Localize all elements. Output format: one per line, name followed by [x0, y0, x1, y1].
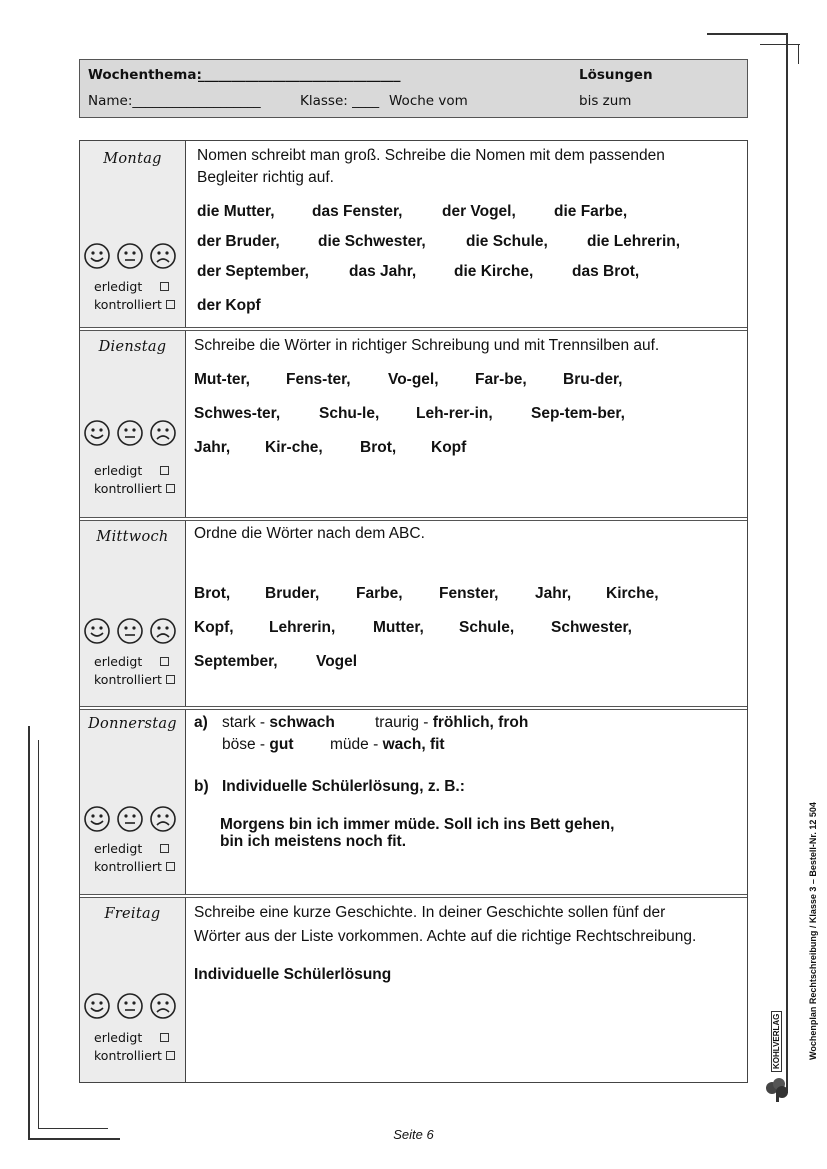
happy-face-icon[interactable] [84, 420, 111, 447]
pair-word: traurig - [375, 714, 433, 731]
erledigt-checkbox[interactable] [160, 282, 169, 291]
word: das Brot, [572, 263, 640, 280]
pair-answer: schwach [269, 714, 335, 731]
kontrolliert-label: kontrolliert [94, 672, 162, 687]
rating-smileys [84, 618, 184, 648]
frame-line [760, 44, 800, 45]
row-donnerstag [80, 710, 747, 898]
day-cell-donnerstag [80, 710, 186, 894]
word: Jahr, [194, 439, 231, 456]
erledigt-checkbox[interactable] [160, 657, 169, 666]
erledigt-label: erledigt [94, 279, 143, 294]
sad-face-icon[interactable] [150, 618, 177, 645]
frame-line [798, 44, 799, 64]
neutral-face-icon[interactable] [117, 993, 144, 1020]
word: Schwes-ter, [194, 405, 281, 422]
word: Mutter, [373, 619, 424, 636]
word: Schu-le, [319, 405, 380, 422]
content-montag [186, 141, 747, 327]
status-checklist [94, 840, 175, 876]
word: Kopf, [194, 619, 234, 636]
word: der Bruder, [197, 233, 280, 250]
word: Leh-rer-in, [416, 405, 493, 422]
tree-logo-icon [764, 1074, 792, 1104]
word: das Jahr, [349, 263, 417, 280]
pair [222, 734, 294, 756]
word: die Schule, [466, 233, 548, 250]
word: Kir-che, [265, 439, 323, 456]
weekly-plan-table [79, 140, 748, 1083]
word: Sep-tem-ber, [531, 405, 625, 422]
frame-line [707, 33, 787, 35]
part-b-text: Individuelle Schülerlösung, z. B.: [222, 778, 465, 795]
erledigt-checkbox[interactable] [160, 1033, 169, 1042]
kontrolliert-checkbox[interactable] [166, 484, 175, 493]
day-name: Dienstag [98, 339, 167, 355]
content-freitag [186, 898, 747, 1082]
day-name: Donnerstag [88, 716, 177, 732]
word: September, [194, 653, 278, 670]
frame-line [38, 740, 39, 1128]
pair [330, 734, 445, 756]
word: die Schwester, [318, 233, 426, 250]
status-checklist [94, 278, 175, 314]
woche-vom-label: Woche vom [389, 93, 468, 109]
erledigt-checkbox[interactable] [160, 844, 169, 853]
erledigt-label: erledigt [94, 463, 143, 478]
word: Kirche, [606, 585, 659, 602]
pair-answer: gut [269, 736, 294, 753]
word: Brot, [194, 585, 231, 602]
word: Schwester, [551, 619, 632, 636]
word: Vogel [316, 653, 358, 670]
task-line: Schreibe die Wörter in richtiger Schreibung und mit Trennsilben auf. [194, 337, 660, 354]
row-montag [80, 141, 747, 331]
kontrolliert-label: kontrolliert [94, 481, 162, 496]
frame-line [28, 726, 30, 1139]
publisher-side-text: Wochenplan Rechtschreibung / Klasse 3 – Bestell-Nr. 12 504 [808, 802, 818, 1060]
word: der September, [197, 263, 309, 280]
task-line: Wörter aus der Liste vorkommen. Achte auf die richtige Rechtschreibung. [194, 928, 697, 945]
word: die Mutter, [197, 203, 275, 220]
day-cell-mittwoch [80, 521, 186, 706]
name-field[interactable]: Name:___________________ [88, 93, 261, 109]
erledigt-checkbox[interactable] [160, 466, 169, 475]
part-a-label: a) [194, 714, 208, 731]
word: die Farbe, [554, 203, 628, 220]
word: Kopf [431, 439, 467, 456]
header-box [79, 59, 748, 118]
day-cell-freitag [80, 898, 186, 1082]
content-dienstag [186, 331, 747, 517]
word: die Lehrerin, [587, 233, 681, 250]
page-number: Seite 6 [393, 1127, 434, 1142]
word: Fens-ter, [286, 371, 351, 388]
rating-smileys [84, 993, 184, 1023]
word: Farbe, [356, 585, 403, 602]
status-checklist [94, 653, 175, 689]
status-checklist [94, 1029, 175, 1065]
pair [222, 712, 335, 734]
happy-face-icon[interactable] [84, 806, 111, 833]
word: Far-be, [475, 371, 527, 388]
happy-face-icon[interactable] [84, 618, 111, 645]
kontrolliert-label: kontrolliert [94, 297, 162, 312]
word: der Kopf [197, 297, 261, 314]
day-name: Freitag [104, 906, 161, 922]
wochenthema-field[interactable]: ______________________________ [198, 67, 401, 83]
day-name: Montag [103, 151, 162, 167]
answer-line: Morgens bin ich immer müde. Soll ich ins Bett gehen, [220, 816, 615, 833]
neutral-face-icon[interactable] [117, 806, 144, 833]
sad-face-icon[interactable] [150, 806, 177, 833]
row-dienstag [80, 331, 747, 521]
word: Jahr, [535, 585, 572, 602]
word: Vo-gel, [388, 371, 439, 388]
neutral-face-icon[interactable] [117, 243, 144, 270]
content-mittwoch [186, 521, 747, 706]
neutral-face-icon[interactable] [117, 618, 144, 645]
word: die Kirche, [454, 263, 534, 280]
day-cell-montag [80, 141, 186, 327]
row-mittwoch [80, 521, 747, 710]
wochenthema-label: Wochenthema: [88, 67, 207, 83]
kontrolliert-label: kontrolliert [94, 1048, 162, 1063]
pair-answer: wach, fit [382, 736, 445, 753]
neutral-face-icon[interactable] [117, 420, 144, 447]
task-line: Schreibe eine kurze Geschichte. In deiner Geschichte sollen fünf der [194, 904, 666, 921]
erledigt-label: erledigt [94, 1030, 143, 1045]
klasse-field[interactable]: Klasse: ____ [300, 93, 380, 109]
pair-word: stark - [222, 714, 270, 731]
sad-face-icon[interactable] [150, 243, 177, 270]
task-line: Begleiter richtig auf. [197, 169, 334, 186]
sad-face-icon[interactable] [150, 420, 177, 447]
answer-line: bin ich meistens noch fit. [220, 833, 407, 850]
kontrolliert-label: kontrolliert [94, 859, 162, 874]
word: Bru-der, [563, 371, 623, 388]
frame-line [786, 33, 788, 1093]
row-freitag [80, 898, 747, 1082]
answer-line: Individuelle Schülerlösung [194, 966, 392, 983]
loesungen-label: Lösungen [579, 67, 653, 83]
word: Bruder, [265, 585, 320, 602]
task-line: Ordne die Wörter nach dem ABC. [194, 525, 425, 542]
content-donnerstag [186, 710, 747, 894]
pair-answer: fröhlich, froh [432, 714, 529, 731]
publisher-logo [764, 1013, 792, 1109]
logo-text: KOHLVERLAG [771, 1011, 782, 1072]
day-name: Mittwoch [96, 529, 169, 545]
bis-zum-label: bis zum [579, 93, 632, 109]
happy-face-icon[interactable] [84, 993, 111, 1020]
word: Fenster, [439, 585, 499, 602]
kontrolliert-checkbox[interactable] [166, 300, 175, 309]
rating-smileys [84, 420, 184, 450]
rating-smileys [84, 243, 184, 273]
word: Mut-ter, [194, 371, 250, 388]
kontrolliert-checkbox[interactable] [166, 675, 175, 684]
word: der Vogel, [442, 203, 516, 220]
word: das Fenster, [312, 203, 403, 220]
word: Schule, [459, 619, 515, 636]
happy-face-icon[interactable] [84, 243, 111, 270]
part-b-label: b) [194, 778, 209, 795]
kontrolliert-checkbox[interactable] [166, 862, 175, 871]
word: Brot, [360, 439, 397, 456]
day-cell-dienstag [80, 331, 186, 517]
sad-face-icon[interactable] [150, 993, 177, 1020]
kontrolliert-checkbox[interactable] [166, 1051, 175, 1060]
pair [375, 712, 528, 734]
pair-word: müde - [330, 736, 383, 753]
pair-word: böse - [222, 736, 270, 753]
task-line: Nomen schreibt man groß. Schreibe die Nomen mit dem passenden [197, 147, 665, 164]
rating-smileys [84, 806, 184, 836]
erledigt-label: erledigt [94, 654, 143, 669]
status-checklist [94, 462, 175, 498]
word: Lehrerin, [269, 619, 336, 636]
erledigt-label: erledigt [94, 841, 143, 856]
